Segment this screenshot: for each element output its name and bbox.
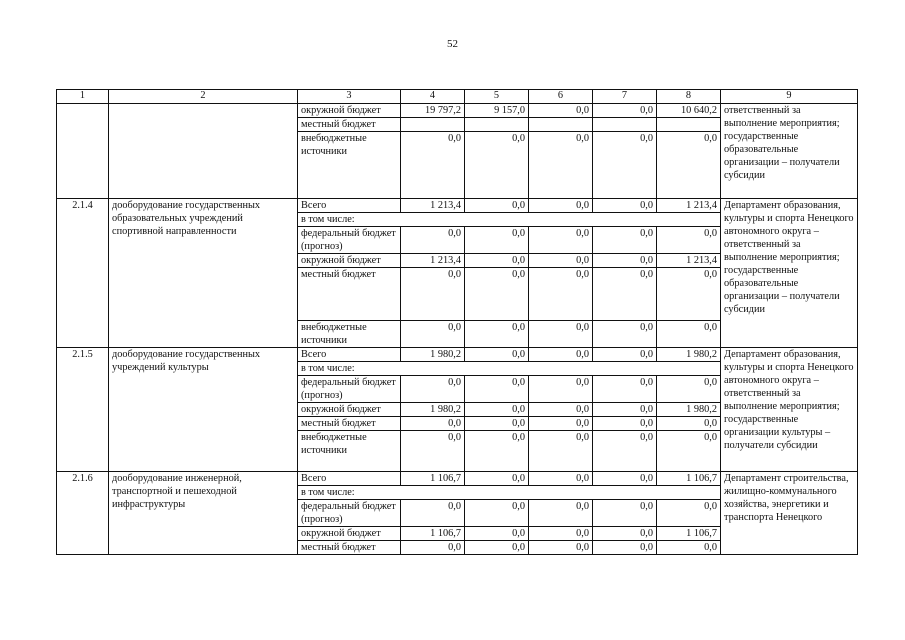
value-cell: 1 106,7 [401, 527, 465, 541]
value-cell: 9 157,0 [465, 104, 529, 118]
value-cell: 1 980,2 [657, 403, 721, 417]
value-cell: 1 980,2 [401, 403, 465, 417]
value-cell: 0,0 [529, 431, 593, 472]
value-cell: 0,0 [529, 132, 593, 199]
value-cell: 0,0 [529, 268, 593, 321]
value-cell: 0,0 [657, 268, 721, 321]
col-header: 5 [465, 90, 529, 104]
value-cell [401, 118, 465, 132]
col-header: 6 [529, 90, 593, 104]
value-cell: 0,0 [465, 199, 529, 213]
col-header: 1 [57, 90, 109, 104]
value-cell: 0,0 [401, 541, 465, 555]
value-cell: 0,0 [529, 104, 593, 118]
source-label: Всего [298, 348, 401, 362]
value-cell: 0,0 [593, 376, 657, 403]
value-cell: 0,0 [529, 403, 593, 417]
value-cell: 0,0 [657, 431, 721, 472]
value-cell: 0,0 [593, 254, 657, 268]
value-cell: 0,0 [529, 417, 593, 431]
value-cell: 0,0 [593, 227, 657, 254]
value-cell: 0,0 [593, 321, 657, 348]
value-cell: 0,0 [529, 199, 593, 213]
col-header: 7 [593, 90, 657, 104]
code-cell: 2.1.4 [57, 199, 109, 348]
table-row [57, 348, 858, 362]
value-cell: 0,0 [401, 132, 465, 199]
value-cell: 0,0 [465, 348, 529, 362]
value-cell: 1 213,4 [657, 199, 721, 213]
value-cell: 0,0 [529, 227, 593, 254]
value-cell: 0,0 [593, 541, 657, 555]
value-cell [593, 118, 657, 132]
value-cell: 0,0 [593, 199, 657, 213]
value-cell [465, 118, 529, 132]
value-cell: 0,0 [529, 527, 593, 541]
source-label: Всего [298, 472, 401, 486]
value-cell: 0,0 [465, 227, 529, 254]
responsible-cell: Департамент образования, культуры и спорта Ненецкого автономного округа – ответственный за выполнение мероприятия; государственные образовательные организации – получатели субсидии [721, 199, 858, 348]
page-number: 52 [447, 38, 458, 50]
name-cell: дооборудование инженерной, транспортной и пешеходной инфраструктуры [109, 472, 298, 555]
source-label: окружной бюджет [298, 104, 401, 118]
value-cell: 1 980,2 [401, 348, 465, 362]
responsible-cell: ответственный за выполнение мероприятия; государственные образовательные организации – получатели субсидии [721, 104, 858, 199]
value-cell: 0,0 [401, 376, 465, 403]
value-cell: 0,0 [401, 417, 465, 431]
responsible-cell: Департамент образования, культуры и спорта Ненецкого автономного округа – ответственный за выполнение мероприятия; государственные организации культуры – получатели субсидии [721, 348, 858, 472]
value-cell: 1 106,7 [401, 472, 465, 486]
source-label: федеральный бюджет (прогноз) [298, 376, 401, 403]
value-cell: 0,0 [593, 104, 657, 118]
value-cell: 0,0 [657, 500, 721, 527]
value-cell: 0,0 [593, 472, 657, 486]
source-label: внебюджетные источники [298, 431, 401, 472]
name-cell: дооборудование государственных учреждений культуры [109, 348, 298, 472]
value-cell: 0,0 [529, 321, 593, 348]
value-cell: 0,0 [529, 348, 593, 362]
value-cell: 0,0 [465, 403, 529, 417]
value-cell: 0,0 [657, 417, 721, 431]
value-cell: 0,0 [529, 541, 593, 555]
table-row [57, 199, 858, 213]
source-label: местный бюджет [298, 118, 401, 132]
value-cell: 0,0 [465, 321, 529, 348]
value-cell [529, 118, 593, 132]
value-cell: 0,0 [657, 376, 721, 403]
value-cell: 0,0 [529, 254, 593, 268]
value-cell: 0,0 [465, 527, 529, 541]
name-cell [109, 104, 298, 199]
value-cell: 0,0 [465, 472, 529, 486]
responsible-cell: Департамент строительства, жилищно-коммунального хозяйства, энергетики и транспорта Ненецкого [721, 472, 858, 555]
value-cell: 1 980,2 [657, 348, 721, 362]
source-label: местный бюджет [298, 268, 401, 321]
value-cell: 0,0 [465, 541, 529, 555]
source-label: в том числе: [298, 213, 721, 227]
source-label: окружной бюджет [298, 254, 401, 268]
code-cell: 2.1.5 [57, 348, 109, 472]
value-cell: 0,0 [529, 500, 593, 527]
value-cell: 0,0 [593, 417, 657, 431]
value-cell: 0,0 [465, 132, 529, 199]
value-cell: 1 106,7 [657, 472, 721, 486]
value-cell: 0,0 [593, 500, 657, 527]
source-label: окружной бюджет [298, 527, 401, 541]
value-cell: 0,0 [465, 417, 529, 431]
value-cell: 0,0 [657, 321, 721, 348]
source-label: местный бюджет [298, 541, 401, 555]
header-row [57, 90, 858, 104]
source-label: федеральный бюджет (прогноз) [298, 500, 401, 527]
value-cell: 0,0 [401, 268, 465, 321]
value-cell: 0,0 [529, 472, 593, 486]
source-label: Всего [298, 199, 401, 213]
program-table [56, 89, 858, 555]
name-cell: дооборудование государственных образовательных учреждений спортивной направленности [109, 199, 298, 348]
value-cell: 0,0 [465, 376, 529, 403]
value-cell: 0,0 [401, 321, 465, 348]
value-cell: 0,0 [593, 268, 657, 321]
value-cell: 0,0 [593, 132, 657, 199]
value-cell: 1 213,4 [401, 254, 465, 268]
value-cell: 0,0 [401, 500, 465, 527]
col-header: 9 [721, 90, 858, 104]
value-cell: 1 213,4 [657, 254, 721, 268]
value-cell [657, 118, 721, 132]
table-row [57, 104, 858, 118]
value-cell: 1 213,4 [401, 199, 465, 213]
value-cell: 0,0 [657, 541, 721, 555]
source-label: внебюджетные источники [298, 321, 401, 348]
value-cell: 0,0 [657, 132, 721, 199]
value-cell: 0,0 [593, 527, 657, 541]
value-cell: 0,0 [465, 500, 529, 527]
col-header: 3 [298, 90, 401, 104]
value-cell: 0,0 [657, 227, 721, 254]
source-label: внебюджетные источники [298, 132, 401, 199]
value-cell: 19 797,2 [401, 104, 465, 118]
value-cell: 0,0 [593, 431, 657, 472]
value-cell: 0,0 [593, 403, 657, 417]
col-header: 4 [401, 90, 465, 104]
col-header: 8 [657, 90, 721, 104]
col-header: 2 [109, 90, 298, 104]
code-cell [57, 104, 109, 199]
source-label: в том числе: [298, 362, 721, 376]
source-label: окружной бюджет [298, 403, 401, 417]
value-cell: 1 106,7 [657, 527, 721, 541]
value-cell: 10 640,2 [657, 104, 721, 118]
value-cell: 0,0 [401, 227, 465, 254]
source-label: в том числе: [298, 486, 721, 500]
source-label: федеральный бюджет (прогноз) [298, 227, 401, 254]
value-cell: 0,0 [465, 268, 529, 321]
value-cell: 0,0 [401, 431, 465, 472]
code-cell: 2.1.6 [57, 472, 109, 555]
source-label: местный бюджет [298, 417, 401, 431]
table-row [57, 472, 858, 486]
value-cell: 0,0 [529, 376, 593, 403]
value-cell: 0,0 [465, 431, 529, 472]
value-cell: 0,0 [593, 348, 657, 362]
value-cell: 0,0 [465, 254, 529, 268]
